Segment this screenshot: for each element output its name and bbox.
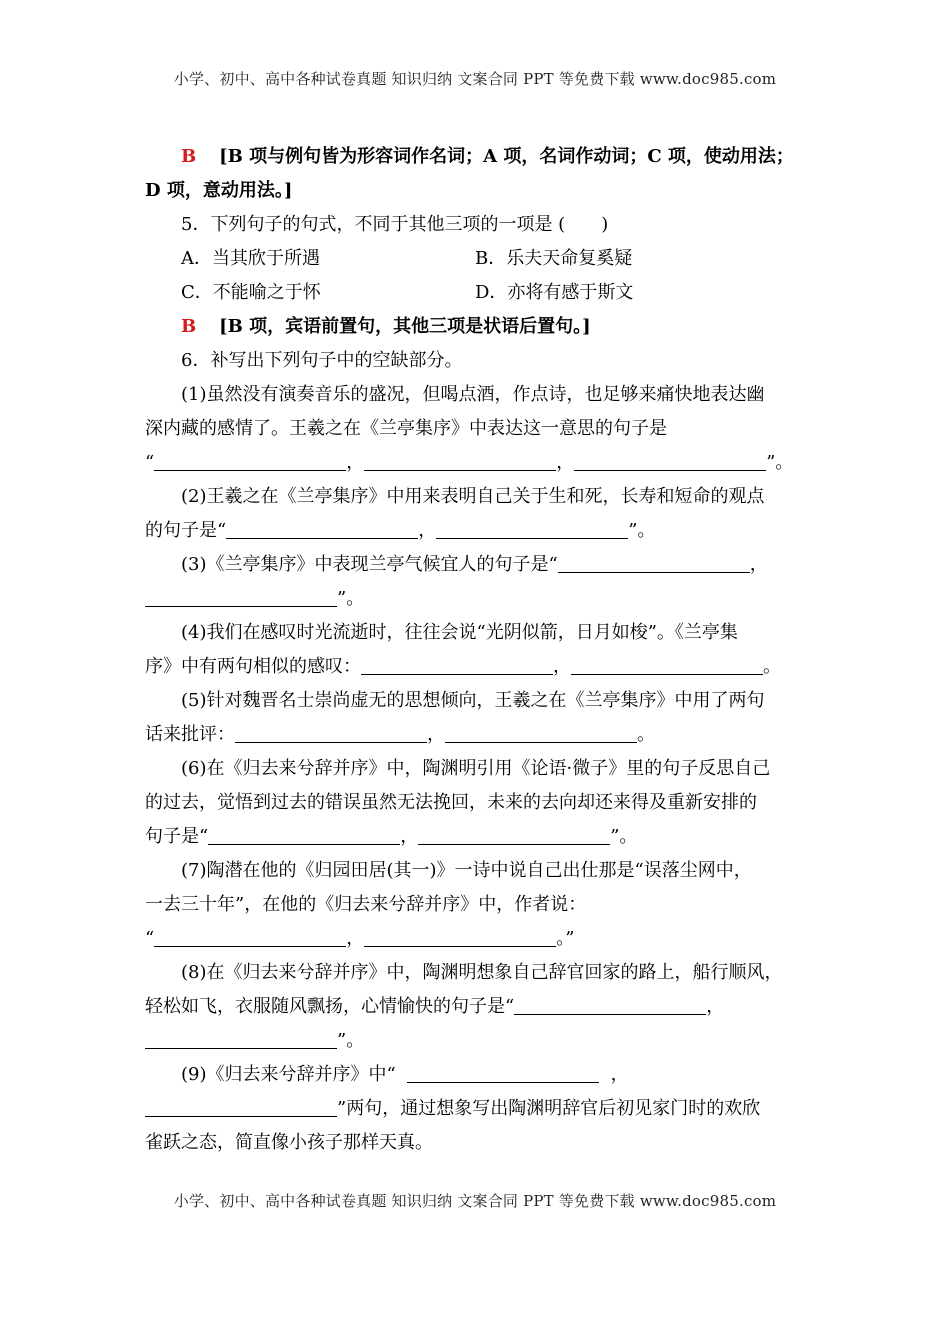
q6-2-line2: 的句子是“ ， ”。: [145, 520, 656, 541]
q6-7-line2: 一去三十年”，在他的《归去来兮辞并序》中，作者说：: [145, 894, 587, 915]
q6-5-line2: 话来批评： ， 。: [145, 724, 655, 745]
q5-stem: 5．下列句子的句式，不同于其他三项的一项是 ( ): [181, 214, 609, 235]
blank[interactable]: [364, 926, 556, 947]
blank[interactable]: [208, 824, 400, 845]
q6-4-line1: (4)我们在感叹时光流逝时，往往会说“光阴似箭，日月如梭”。《兰亭集: [181, 622, 738, 643]
q6-1-line2: 深内藏的感情了。王羲之在《兰亭集序》中表达这一意思的句子是: [145, 418, 667, 439]
blank[interactable]: [574, 450, 766, 471]
q6-7-line3: “ ， 。”: [145, 928, 575, 949]
blank[interactable]: [145, 586, 337, 607]
q5-answer-line: [145, 310, 825, 344]
q5-option-b: B．乐夫天命复奚疑: [475, 248, 633, 269]
q6-6-line1: (6)在《归去来兮辞并序》中，陶渊明引用《论语·微子》里的句子反思自己: [181, 758, 771, 779]
blank[interactable]: [145, 1028, 337, 1049]
q6-1-line1: (1)虽然没有演奏音乐的盛况，但喝点酒，作点诗，也足够来痛快地表达幽: [181, 384, 765, 405]
blank[interactable]: [407, 1062, 599, 1083]
q5-explanation: [B 项，宾语前置句，其他三项是状语后置句。]: [219, 316, 591, 337]
blank[interactable]: [558, 552, 750, 573]
blank[interactable]: [436, 518, 628, 539]
blank[interactable]: [145, 1096, 337, 1117]
blank[interactable]: [364, 450, 556, 471]
q6-1-line3: “ ， ， ”。: [145, 452, 794, 473]
q6-6-line2: 的过去，觉悟到过去的错误虽然无法挽回，未来的去向却还来得及重新安排的: [145, 792, 757, 813]
blank[interactable]: [154, 926, 346, 947]
blank[interactable]: [418, 824, 610, 845]
q5-option-d: D．亦将有感于斯文: [475, 282, 634, 303]
q6-9-line3: 雀跃之态，简直像小孩子那样天真。: [145, 1132, 433, 1153]
blank[interactable]: [226, 518, 418, 539]
q6-5-line1: (5)针对魏晋名士崇尚虚无的思想倾向，王羲之在《兰亭集序》中用了两句: [181, 690, 765, 711]
page-header: 小学、初中、高中各种试卷真题 知识归纳 文案合同 PPT 等免费下载 www.doc985.com: [173, 70, 777, 88]
blank[interactable]: [571, 654, 763, 675]
q5-option-a: A．当其欣于所遇: [181, 248, 320, 269]
blank[interactable]: [361, 654, 553, 675]
q4-explanation-1: [B 项与例句皆为形容词作名词；A 项，名词作动词；C 项，使动用法；: [219, 146, 794, 167]
q5-option-c: C．不能喻之于怀: [181, 282, 321, 303]
q6-4-line2: 序》中有两句相似的感叹： ， 。: [145, 656, 781, 677]
q4-answer-line1: [145, 140, 825, 174]
q6-6-line3: 句子是“ ， ”。: [145, 826, 638, 847]
q6-2-line1: (2)王羲之在《兰亭集序》中用来表明自己关于生和死，长寿和短命的观点: [181, 486, 765, 507]
q6-stem: 6．补写出下列句子中的空缺部分。: [181, 350, 463, 371]
q6-3-line2: ”。: [145, 582, 825, 616]
q6-8-line2: 轻松如飞，衣服随风飘扬，心情愉快的句子是“ ，: [145, 996, 725, 1017]
q4-explanation-2: D 项，意动用法。]: [145, 180, 293, 201]
q6-8-line1: (8)在《归去来兮辞并序》中，陶渊明想象自己辞官回家的路上，船行顺风，: [181, 962, 783, 983]
q6-9-line1: (9)《归去来兮辞并序》中“ ，: [181, 1064, 629, 1085]
blank[interactable]: [235, 722, 427, 743]
q6-9-line2: ”两句，通过想象写出陶渊明辞官后初见家门时的欢欣: [145, 1092, 825, 1126]
q5-options-row1: [145, 242, 825, 276]
q6-3-line1: (3)《兰亭集序》中表现兰亭气候宜人的句子是“ ，: [181, 554, 768, 575]
blank[interactable]: [154, 450, 346, 471]
document-body: [145, 140, 825, 1160]
q5-options-row2: [145, 276, 825, 310]
blank[interactable]: [445, 722, 637, 743]
q6-7-line1: (7)陶潜在他的《归园田居(其一)》一诗中说自己出仕那是“误落尘网中，: [181, 860, 752, 881]
q4-answer: B: [181, 146, 197, 167]
q6-8-line3: ”。: [145, 1024, 825, 1058]
q5-answer: B: [181, 316, 197, 337]
blank[interactable]: [514, 994, 706, 1015]
page-footer: 小学、初中、高中各种试卷真题 知识归纳 文案合同 PPT 等免费下载 www.doc985.com: [173, 1192, 777, 1210]
